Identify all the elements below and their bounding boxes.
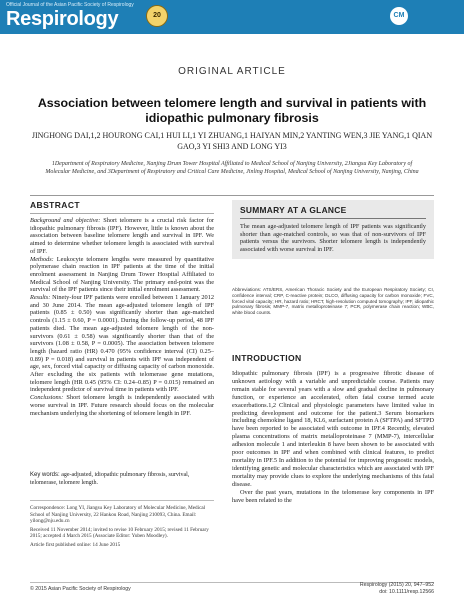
article-type: ORIGINAL ARTICLE	[178, 66, 286, 77]
crossmark-icon[interactable]: CM	[390, 7, 408, 25]
keywords	[30, 472, 214, 487]
keywords-text: age-adjusted, idiopathic pulmonary fibrosis, survival, telomerase, telomere length.	[30, 472, 190, 486]
methods-text: Leukocyte telomere lengths were measured by quantitative polymerase chain reaction in IPF patients at the time of the initial enrolment assessment in Nanjing Drum Tower Hospital Affiliated to Medical School of Nanjing University. The primary end-point was the survival of the IPF patients since their initial enrolment assessment.	[30, 255, 214, 294]
results-label: Results:	[30, 294, 51, 302]
header-divider	[30, 195, 434, 196]
journal-tagline: Official Journal of the Asian Pacific Society of Respirology	[6, 2, 134, 8]
abstract-section	[30, 200, 214, 482]
conclusions-text: Short telomere length is independently associated with worse survival in IPF. Future research should focus on the molecular mechanism underlying the shortening of telomere length in IPF.	[30, 394, 214, 417]
doi-link[interactable]: doi: 10.1111/resp.12566	[379, 588, 434, 595]
results-text: Ninety-four IPF patients were enrolled between 1 January 2012 and 30 June 2014. The mean age-adjusted telomere length of IPF patients (0.85 ± 0.50) was significantly shorter than age-matched controls (1.15 ± 0.60, P = 0.0001). During the follow-up period, 48 IPF patients died. The mean age-adjusted telomere length of the non-survivors (0.61 ± 0.58) was significantly shorter than that of the survivors (1.08 ± 0.58, P = 0.0005). The association between telomere length (hazard ratio (HR) 0.470 (95% confidence interval (CI) 0.25–0.89) P = 0.018) and survival in patients with IPF was independent of age, sex, forced vital capacity or diffusing capacity of carbon monoxide. After excluding the six patients with telomerase gene mutations, telomere length (HR 0.45 (95% CI: 0.24–0.85) P = 0.015) remained an independent predictor of survival time in patients with IPF.	[30, 294, 214, 394]
methods-label: Methods:	[30, 255, 54, 263]
published-date: Article first published online: 14 June 2015	[30, 541, 121, 548]
intro-paragraph: Over the past years, mutations in the telomerase key components in IPF have been related to the	[232, 488, 434, 504]
author-list: JINGHONG DAI,1,2 HOURONG CAI,1 HUI LI,1 YI ZHUANG,1 HAIYAN MIN,2 YANTING WEN,3 JIE YANG,1 QIAN GAO,3 YI SHI3 AND LONG YI3	[31, 131, 433, 151]
journal-name[interactable]: Respirology	[6, 8, 119, 30]
summary-column	[232, 200, 434, 259]
citation-block	[360, 582, 434, 595]
summary-heading: SUMMARY AT A GLANCE	[240, 205, 426, 219]
correspondence-text: Correspondence: Long YI, Jiangsu Key Laboratory of Molecular Medicine, Medical School of Nanjing University, 22 Hankou Road, Nanjing 210093, China. Email: yilong@nju.edu.cn	[30, 505, 206, 525]
correspondence-block	[30, 500, 214, 551]
intro-paragraph: Idiopathic pulmonary fibrosis (IPF) is a progressive fibrotic disease of unknown aetiology with a variable and unpredictable course. Patients may remain stable for several years with a slow and gradual decline in pulmonary function, or experience an accelerated, often fatal course termed acute exacerbations.1,2 Clinical and physiologic parameters have limited value in predicting development and outcome for the patient.3 Serum biomarkers including chemokine ligand 18, KL6, surfactant protein A (SFTPA) and SFTPD have been reported to be associated with outcome in IPF.4 Recently, elevated plasma concentrations of matrix metalloproteinase 7 (MMP-7), intercellular adhesion molecule 1 and interleukin 8 have been shown to be associated with poor outcomes in IPF and when combined with clinical features, to predict mortality in IPF.5 In addition to the potential for improving prognostic models, identifying genetic and molecular characteristics which are associated with IPF mortality may provide clues to explore the underlying mechanisms of this fatal disease.	[232, 370, 434, 488]
journal-header	[0, 0, 464, 34]
introduction-body	[232, 370, 434, 504]
affiliations: 1Department of Respiratory Medicine, Nanjing Drum Tower Hospital Affiliated to Medical School of Nanjing University, 2Jiangsu Key Laboratory of Molecular Medicine, and 3Department of Respiratory and Critical Care Medicine, Jinling Hospital, Medical School of Nanjing University, Nanjing, China	[45, 161, 419, 175]
conclusions-label: Conclusions:	[30, 394, 64, 402]
article-title: Association between telomere length and survival in patients with idiopathic pulmonary fibrosis	[37, 96, 427, 125]
abstract-body	[30, 217, 214, 482]
introduction-heading: INTRODUCTION	[232, 353, 302, 363]
background-text: Short telomere is a crucial risk factor for idiopathic pulmonary fibrosis (IPF). However, little is known about the association between baseline telomere length and survival in IPF. We aimed to determine whether telomere length is associated with survival of IPF.	[30, 217, 214, 255]
received-dates: Received 11 November 2014; invited to revise 10 February 2015; revised 11 February 2015; accepted 4 March 2015 (Associate Editor: Yuben Moodley).	[30, 526, 209, 540]
summary-box	[232, 200, 434, 259]
citation: Respirology (2015) 20, 947–952	[359, 582, 434, 588]
abbreviations: Abbreviations: ATS/ERS, American Thoracic Society and the European Respiratory Society; CI, confidence interval; CRP, C-reactive protein; DLCO, diffusing capacity for carbon monoxide; FVC, forced vital capacity; HR, hazard ratio; HRCT, high-resolution computed tomography; IPF, idiopathic pulmonary fibrosis; MMP-7, matrix metalloproteinase 7; PCR, polymerase chain reaction; WBC, white blood counts.	[232, 287, 434, 316]
keywords-label: Key words:	[30, 472, 60, 478]
anniversary-badge-icon: 20	[146, 5, 168, 27]
summary-text: The mean age-adjusted telomere length of IPF patients was significantly shorter than age-matched controls, so was that of non-survivors of IPF patients versus the survivors. Shorter telomere length is independently associated with worse survival in IPF.	[240, 223, 426, 253]
abstract-heading: ABSTRACT	[30, 200, 214, 214]
copyright: © 2015 Asian Pacific Society of Respirology	[30, 586, 131, 592]
background-label: Background and objective:	[30, 217, 101, 224]
